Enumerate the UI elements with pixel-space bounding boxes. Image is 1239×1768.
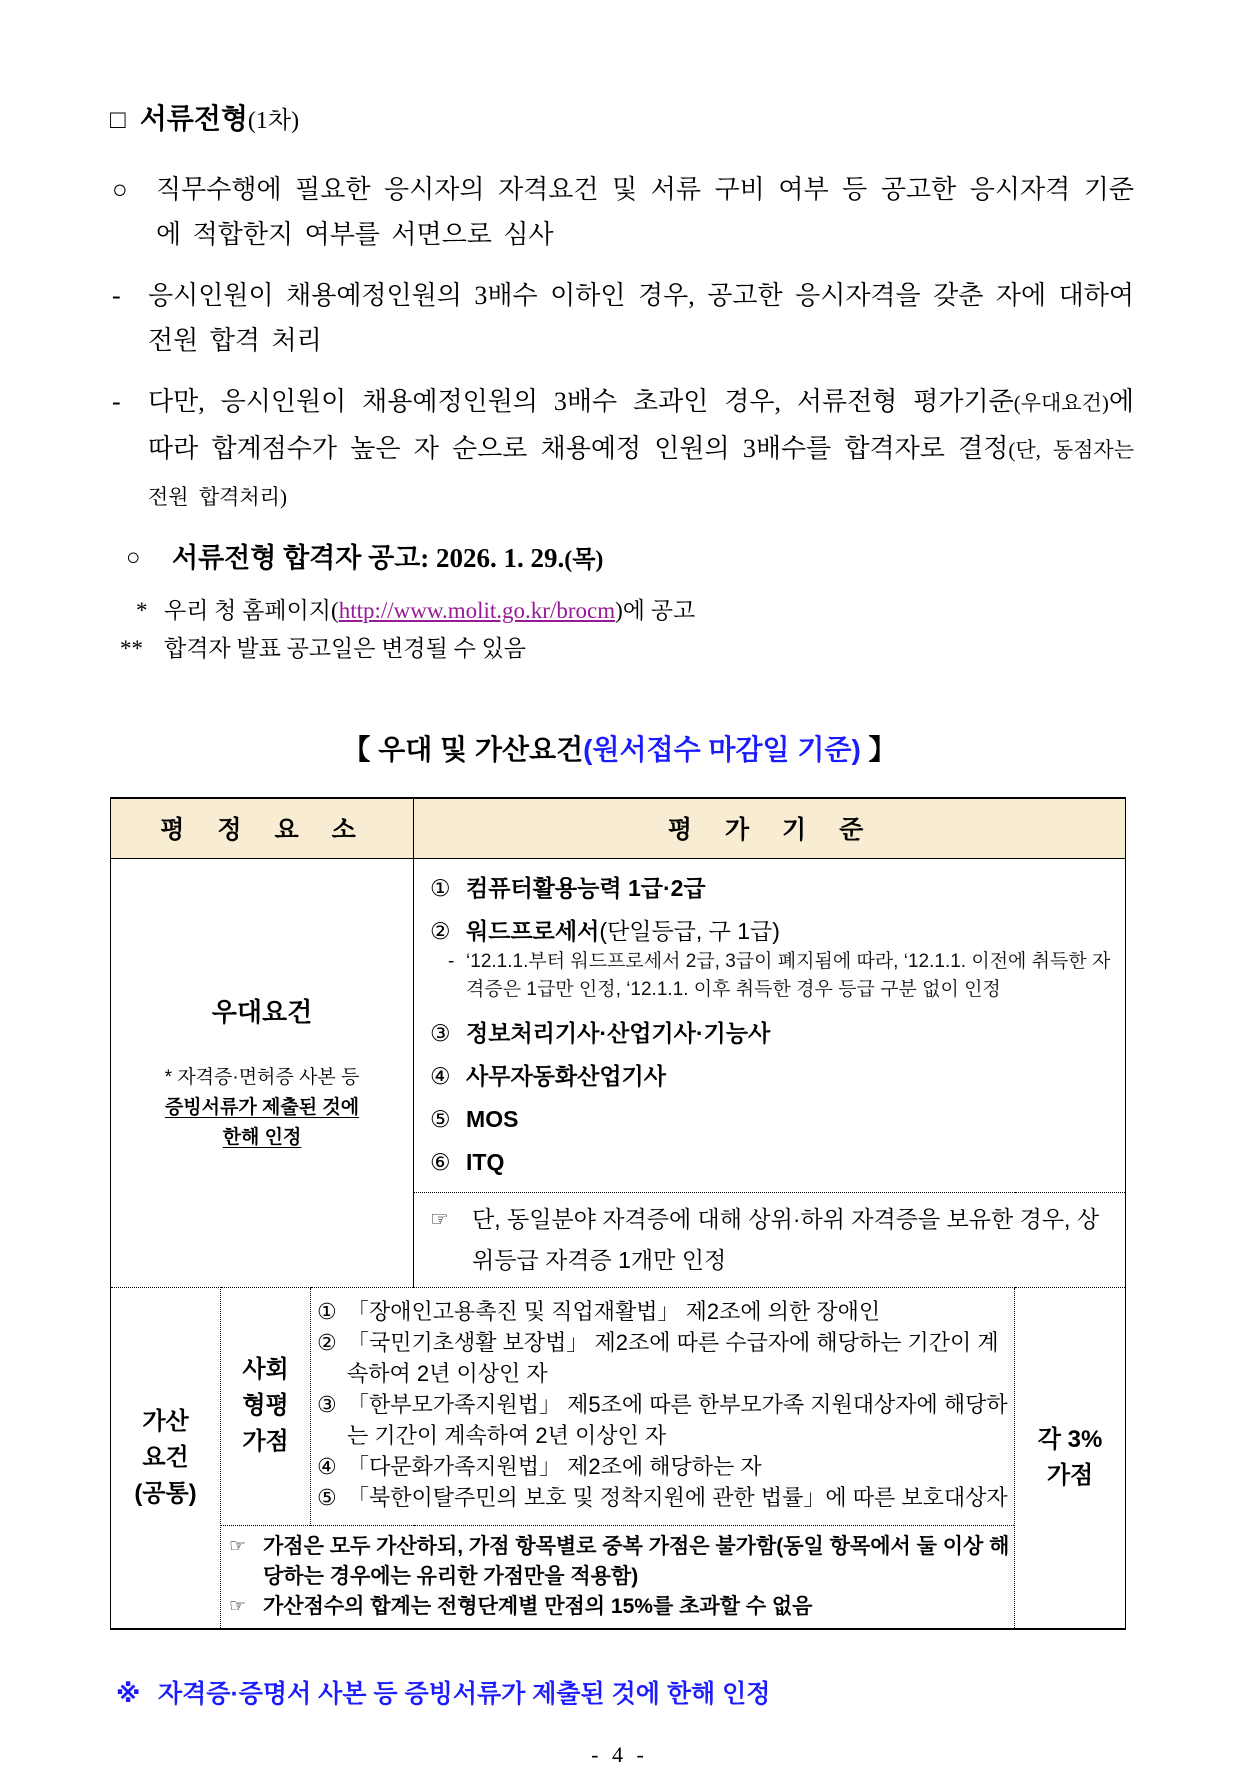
dash-bullet-icon: - <box>448 950 455 972</box>
pointing-hand-icon: ☞ <box>229 1535 247 1557</box>
list-item: ⑥ ITQ <box>430 1148 505 1175</box>
preferential-subnote-underline: 한해 인정 <box>222 1127 302 1148</box>
table-title-blue: (원서접수 마감일 기준) <box>583 734 861 765</box>
asterisk-marker: * <box>136 598 148 623</box>
list-item: ⑤ 「북한이탈주민의 보호 및 정착지원에 관한 법률」에 따른 보호대상자 <box>317 1482 1010 1513</box>
footnote-text: 합격자 발표 공고일은 변경될 수 있음 <box>164 636 527 661</box>
section-heading <box>0 0 1239 141</box>
criteria-table <box>110 797 1126 1630</box>
pointing-hand-icon: ☞ <box>229 1595 247 1617</box>
page-number: - 4 - <box>591 1741 648 1767</box>
section-box-icon: □ <box>110 105 126 134</box>
preferential-subnote: * 자격증·면허증 사본 등 <box>164 1067 360 1088</box>
circled-number: ② <box>317 1329 337 1355</box>
list-item: ② 워드프로세서(단일등급, 구 1급) <box>430 917 780 944</box>
circled-number: ① <box>430 874 451 901</box>
reference-mark-icon: ※ <box>116 1679 141 1708</box>
paren-small-text: (단, 동점자는 전원 합격처리) <box>148 438 1134 509</box>
bonus-note: ☞ 가산점수의 합계는 전형단계별 만점의 15%를 초과할 수 없음 <box>229 1592 1010 1622</box>
list-item: ② 「국민기초생활 보장법」 제2조에 따른 수급자에 해당하는 기간이 계속하여 2년 이상인 자 <box>317 1327 1010 1389</box>
section-title: 서류전형 <box>139 104 248 135</box>
bonus-note: ☞ 가점은 모두 가산하되, 가점 항목별로 중복 가점은 불가함(동일 항목에서 둘 이상 해당하는 경우에는 유리한 가점만을 적용함) <box>229 1532 1010 1592</box>
dash-bullet-icon: - <box>112 281 121 310</box>
pass-announcement-line <box>126 536 1239 582</box>
bonus-notes-cell <box>221 1525 1015 1629</box>
paren-small-text: (우대요건) <box>1013 391 1109 415</box>
pointing-hand-icon: ☞ <box>430 1207 449 1231</box>
circled-number: ⑤ <box>430 1105 451 1132</box>
double-asterisk-marker: ** <box>120 636 143 661</box>
circled-number: ⑤ <box>317 1484 337 1510</box>
list-item: ③ 「한부모가족지원법」 제5조에 따른 한부모가족 지원대상자에 해당하는 기간이 계속하여 2년 이상인 자 <box>317 1389 1010 1451</box>
caution-text: 단, 동일분야 자격증에 대해 상위·하위 자격증을 보유한 경우, 상위등급 자격증 1개만 인정 <box>472 1205 1100 1273</box>
circled-number: ② <box>430 917 451 944</box>
dash-bullet-icon: - <box>112 387 121 416</box>
footnote-homepage <box>136 594 1239 627</box>
circle-bullet-icon: ○ <box>126 545 141 571</box>
additional-row <box>111 1287 1126 1525</box>
circled-number: ③ <box>317 1391 337 1417</box>
list-item: ③ 정보처리기사·산업기사·기능사 <box>430 1019 771 1046</box>
list-item: ④ 사무자동화산업기사 <box>430 1062 666 1089</box>
bracket-open: 【 <box>342 734 379 765</box>
paragraph-under-triple <box>112 273 1134 363</box>
certificate-list-cell <box>414 858 1126 1192</box>
preferential-title: 우대요건 <box>211 997 313 1027</box>
paragraph-text: 직무수행에 필요한 응시자의 자격요건 및 서류 구비 여부 등 공고한 응시자격 기준에 적합한지 여부를 서면으로 심사 <box>156 175 1134 249</box>
paragraph-text: 다만, 응시인원이 채용예정인원의 3배수 초과인 경우, 서류전형 평가기준(우대요건)에 따라 합계점수가 높은 자 순으로 채용예정 인원의 3배수를 합격자로 결정(단, 동점자는 전원 합격처리) <box>148 387 1134 509</box>
announcement-text: 서류전형 합격자 공고: 2026. 1. 29.(목) <box>172 543 604 573</box>
bonus-points-cell: 각 3% 가점 <box>1015 1287 1126 1629</box>
list-item: ⑤ MOS <box>430 1105 519 1132</box>
bracket-close: 】 <box>860 734 897 765</box>
circled-number: ③ <box>430 1019 451 1046</box>
circled-number: ⑥ <box>430 1148 451 1175</box>
circled-number: ① <box>317 1298 337 1324</box>
header-rating-factor: 평 정 요 소 <box>111 798 414 858</box>
preferential-row <box>111 858 1126 1192</box>
header-evaluation-criteria: 평 가 기 준 <box>414 798 1126 858</box>
paragraph-screening-criteria <box>112 167 1134 257</box>
final-note-text: 자격증·증명서 사본 등 증빙서류가 제출된 것에 한해 인정 <box>158 1679 771 1708</box>
table-header-row <box>111 798 1126 858</box>
list-item: ④ 「다문화가족지원법」 제2조에 해당하는 자 <box>317 1451 1010 1482</box>
footnote-text: 우리 청 홈페이지(http://www.molit.go.kr/brocm)에 공고 <box>164 598 696 623</box>
list-item: ① 컴퓨터활용능력 1급·2급 <box>430 874 706 901</box>
circle-bullet-icon: ○ <box>112 175 128 204</box>
circled-number: ④ <box>317 1453 337 1479</box>
section-title-paren: (1차) <box>247 108 300 134</box>
circled-number: ④ <box>430 1062 451 1089</box>
footnote-date-change <box>120 632 1239 665</box>
paragraph-over-triple <box>112 379 1134 520</box>
caution-cell <box>414 1192 1126 1287</box>
paragraph-text: 응시인원이 채용예정인원의 3배수 이하인 경우, 공고한 응시자격을 갖춘 자에 대하여 전원 합격 처리 <box>148 281 1134 355</box>
weekday-paren: (목) <box>564 547 604 573</box>
preferential-name-cell <box>111 858 414 1287</box>
preferential-subnote-underline: 증빙서류가 제출된 것에 <box>164 1097 360 1118</box>
social-equity-cell: 사회 형평 가점 <box>221 1287 311 1525</box>
table-title <box>0 729 1239 771</box>
list-item: ① 「장애인고용촉진 및 직업재활법」 제2조에 의한 장애인 <box>317 1296 1010 1327</box>
homepage-link[interactable]: http://www.molit.go.kr/brocm <box>338 598 616 623</box>
word-processor-note: - ‘12.1.1.부터 워드프로세서 2급, 3급이 폐지됨에 따라, ‘12.1.1. 이전에 취득한 자격증은 1급만 인정, ‘12.1.1. 이후 취득한 경우 등급 구분 없이 인정 <box>448 948 1111 1004</box>
final-evidence-note <box>116 1676 1239 1712</box>
additional-name-cell: 가산 요건 (공통) <box>111 1287 221 1629</box>
additional-notes-row <box>111 1525 1126 1629</box>
table-title-main: 우대 및 가산요건 <box>378 734 584 765</box>
law-list-cell <box>311 1287 1015 1525</box>
